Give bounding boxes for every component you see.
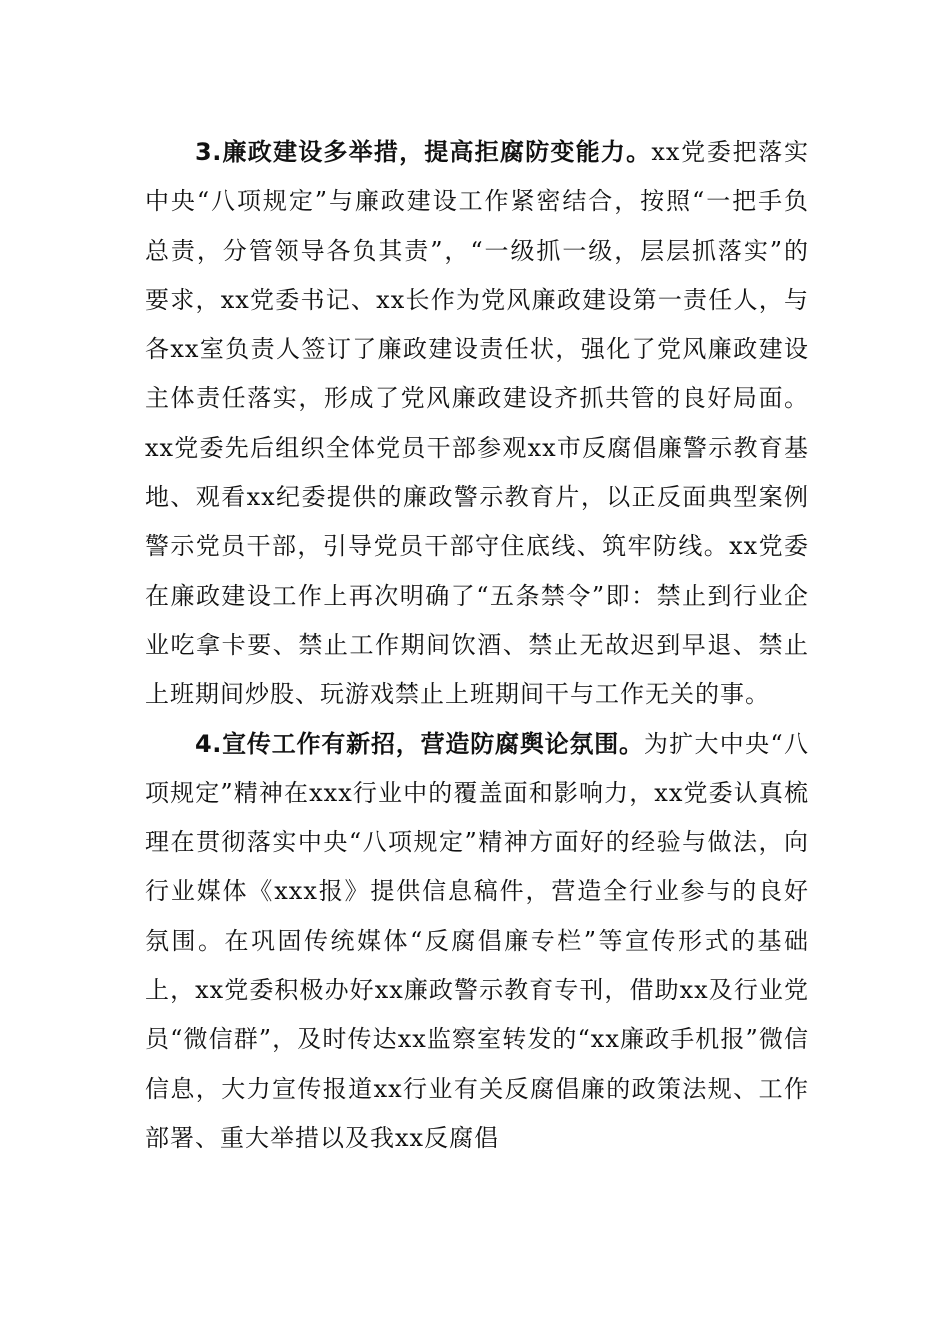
paragraph-4 (145, 720, 809, 1164)
paragraph-4-body: 为扩大中央“八项规定”精神在xxx行业中的覆盖面和影响力，xx党委认真梳理在贯彻落实中央“八项规定”精神方面好的经验与做法，向行业媒体《xxx报》提供信息稿件，营造全行业参与的良好氛围。在巩固传统媒体“反腐倡廉专栏”等宣传形式的基础上，xx党委积极办好xx廉政警示教育专刊，借助xx及行业党员“微信群”，及时传达xx监察室转发的“xx廉政手机报”微信信息，大力宣传报道xx行业有关反腐倡廉的政策法规、工作部署、重大举措以及我xx反腐倡 (145, 729, 809, 1152)
paragraph-4-heading: 4.宣传工作有新招，营造防腐舆论氛围。 (195, 729, 644, 758)
document-body (145, 128, 809, 1163)
paragraph-3-body: xx党委把落实中央“八项规定”与廉政建设工作紧密结合，按照“一把手负总责，分管领导各负其责”，“一级抓一级，层层抓落实”的要求，xx党委书记、xx长作为党风廉政建设第一责任人，与各xx室负责人签订了廉政建设责任状，强化了党风廉政建设主体责任落实，形成了党风廉政建设齐抓共管的良好局面。xx党委先后组织全体党员干部参观xx市反腐倡廉警示教育基地、观看xx纪委提供的廉政警示教育片，以正反面典型案例警示党员干部，引导党员干部守住底线、筑牢防线。xx党委在廉政建设工作上再次明确了“五条禁令”即：禁止到行业企业吃拿卡要、禁止工作期间饮酒、禁止无故迟到早退、禁止上班期间炒股、玩游戏禁止上班期间干与工作无关的事。 (145, 138, 809, 709)
paragraph-3-heading: 3.廉政建设多举措，提高拒腐防变能力。 (195, 138, 652, 166)
paragraph-3 (145, 128, 809, 720)
